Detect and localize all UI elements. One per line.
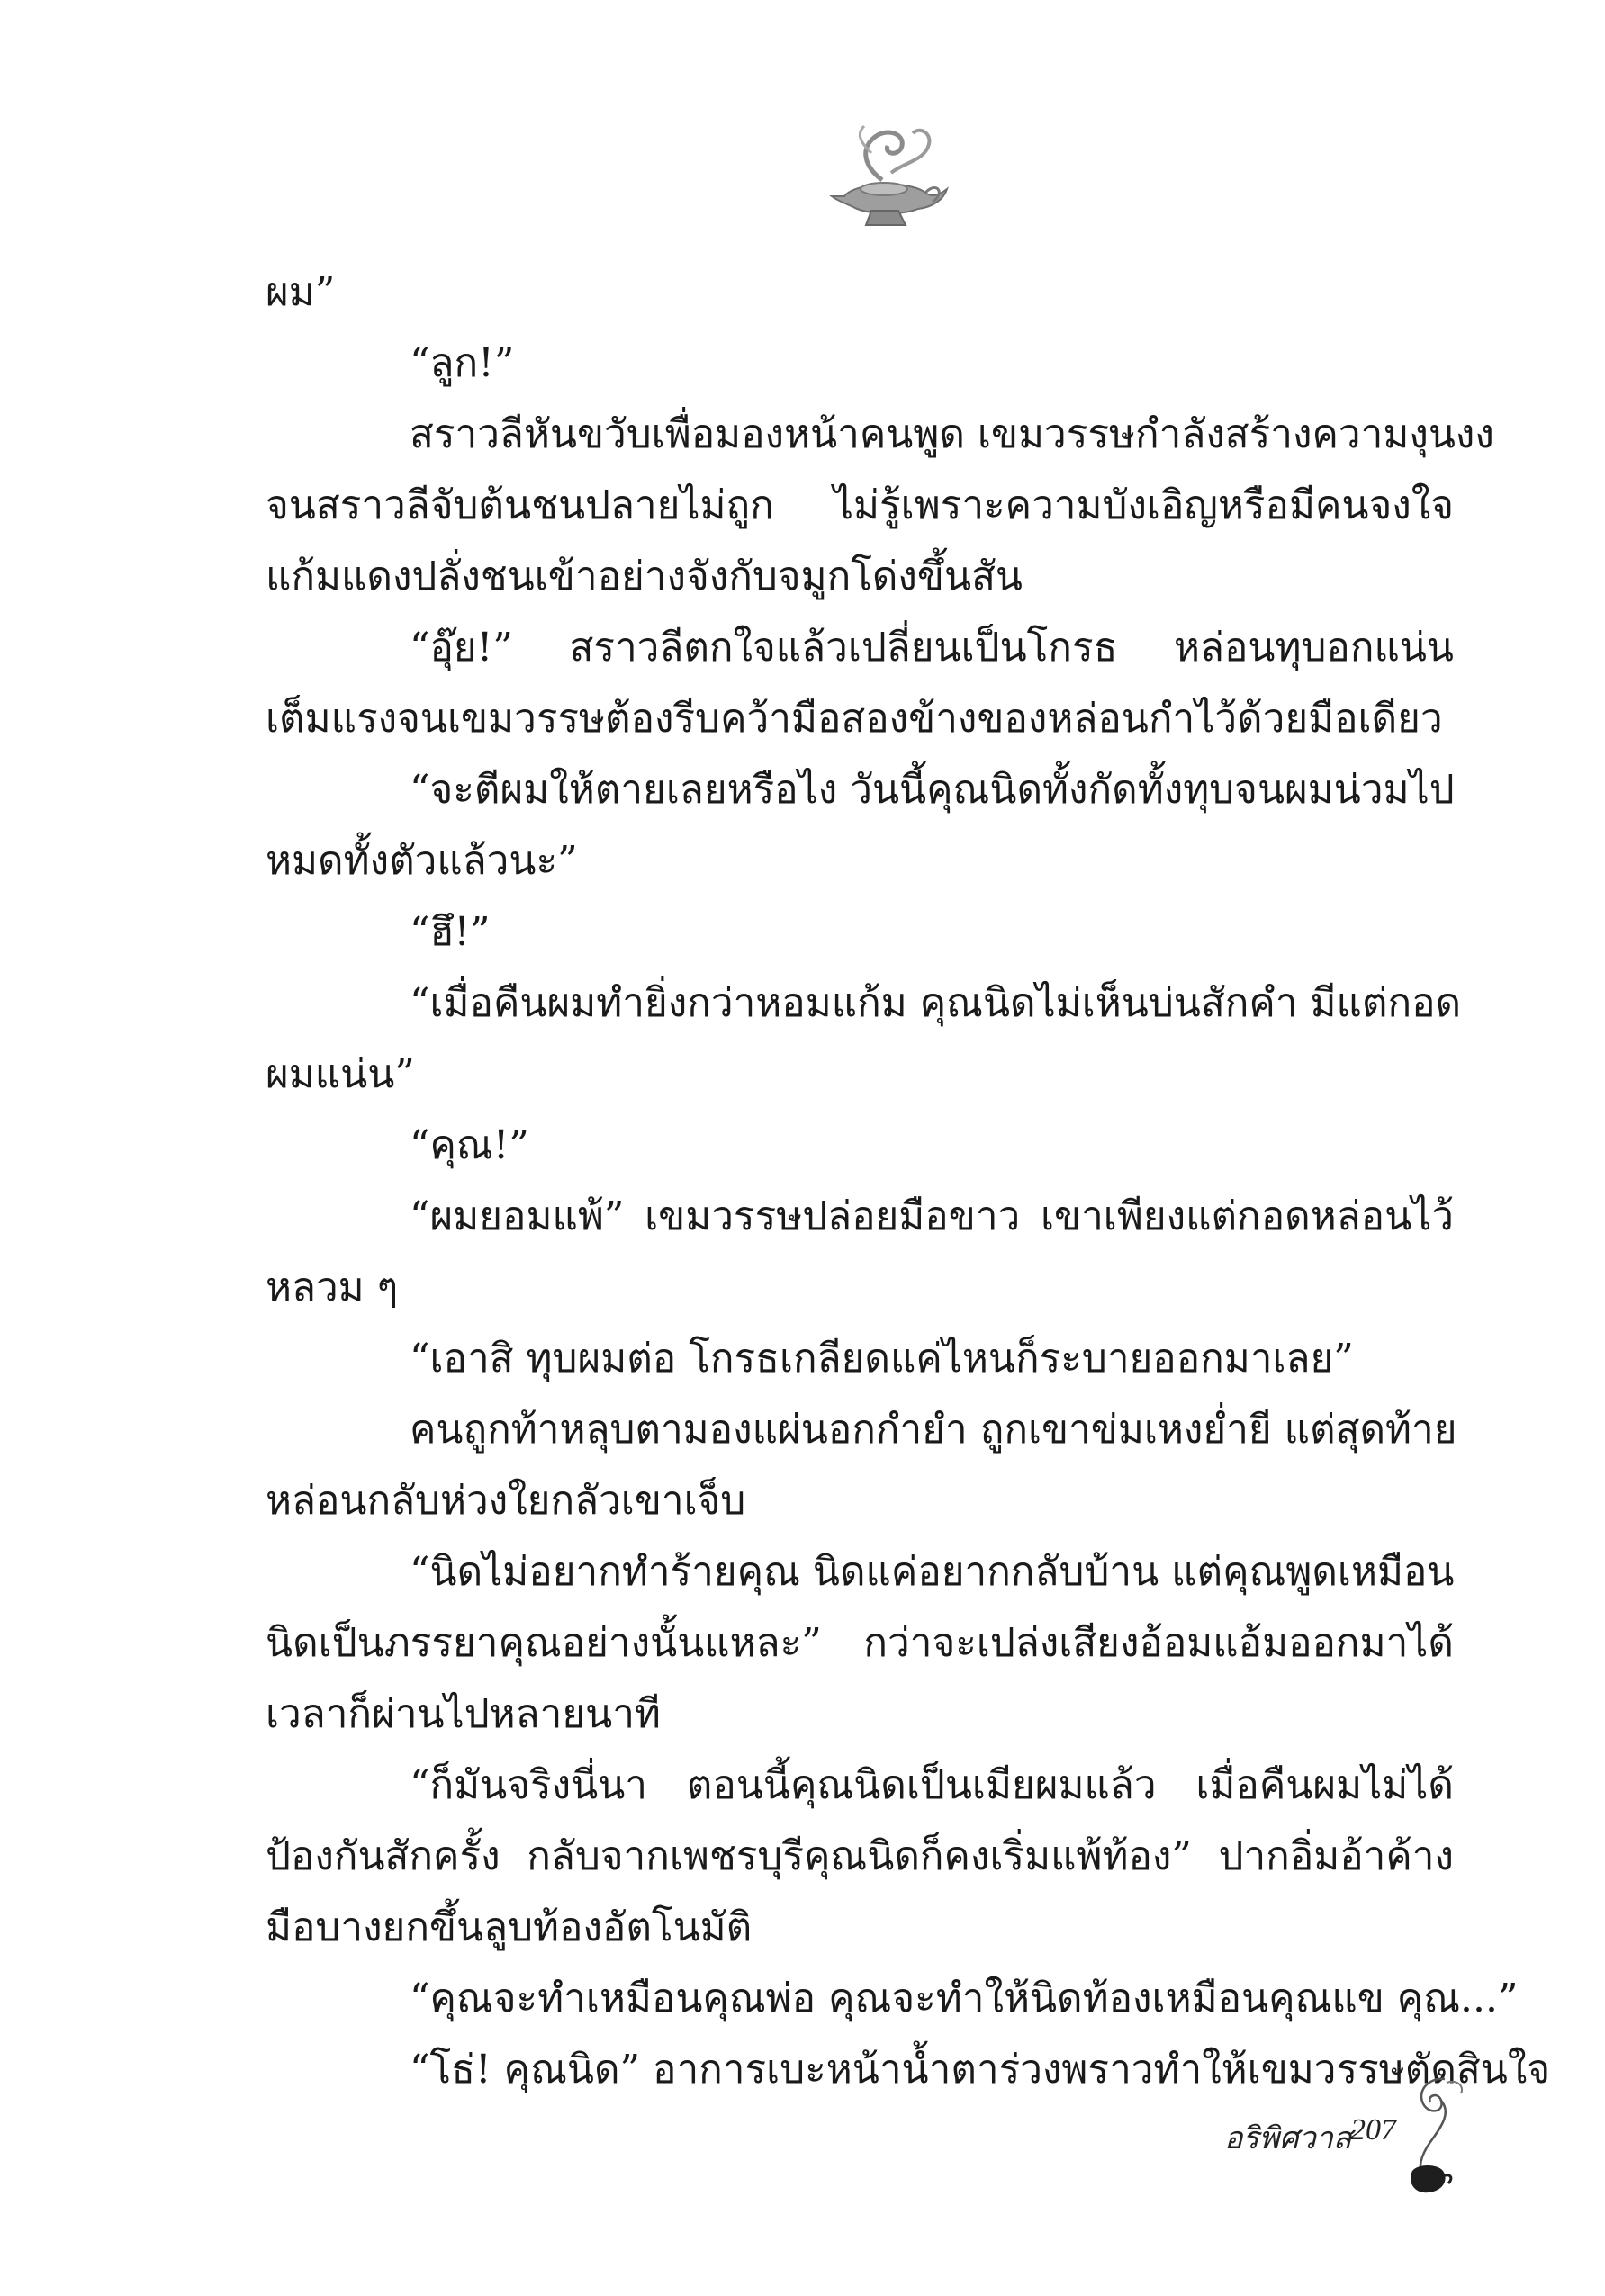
text-line: “เมื่อคืนผมทำยิ่งกว่าหอมแก้ม คุณนิดไม่เห็นบ่นสักคำ มีแต่กอด — [410, 980, 1462, 1026]
genie-swirl-icon — [1382, 2070, 1481, 2205]
text-line: หล่อนกลับห่วงใยกลัวเขาเจ็บ — [266, 1478, 746, 1524]
text-line: “โธ่! คุณนิด” อาการเบะหน้าน้ำตาร่วงพราวทำให้เขมวรรษตัดสินใจ — [410, 2047, 1551, 2093]
text-line: หลวม ๆ — [266, 1265, 399, 1310]
text-line: “คุณ!” — [410, 1122, 529, 1168]
book-title: อริพิศวาส — [1224, 2120, 1352, 2156]
text-line: “เอาสิ ทุบผมต่อ โกรธเกลียดแค่ไหนก็ระบายออกมาเลย” — [410, 1336, 1354, 1382]
text-line: “ก็มันจริงนี่นา ตอนนี้คุณนิดเป็นเมียผมแล้ว เมื่อคืนผมไม่ได้ — [410, 1762, 1454, 1808]
page-number: 207 — [1350, 2113, 1396, 2147]
text-line: “คุณจะทำเหมือนคุณพ่อ คุณจะทำให้นิดท้องเหมือนคุณแข คุณ...” — [410, 1976, 1519, 2021]
text-line: เต็มแรงจนเขมวรรษต้องรีบคว้ามือสองข้างของหล่อนกำไว้ด้วยมือเดียว — [266, 696, 1443, 742]
text-line: จนสราวลีจับต้นชนปลายไม่ถูก ไม่รู้เพราะความบังเอิญหรือมีคนจงใจ — [266, 482, 1454, 528]
chapter-text — [266, 257, 1551, 2105]
text-line: “จะตีผมให้ตายเลยหรือไง วันนี้คุณนิดทั้งกัดทั้งทุบจนผมน่วมไป — [410, 767, 1455, 813]
text-line: “นิดไม่อยากทำร้ายคุณ นิดแค่อยากกลับบ้าน แต่คุณพูดเหมือน — [410, 1549, 1455, 1595]
text-line: “ผมยอมแพ้” เขมวรรษปล่อยมือขาว เขาเพียงแต่กอดหล่อนไว้ — [410, 1193, 1454, 1239]
text-line: ผมแน่น” — [266, 1051, 415, 1097]
text-line: แก้มแดงปลั่งชนเข้าอย่างจังกับจมูกโด่งขึ้นสัน — [266, 554, 1023, 599]
text-line: เวลาก็ผ่านไปหลายนาที — [266, 1691, 661, 1737]
text-line: “ลูก!” — [410, 340, 515, 386]
text-line: “ฮึ!” — [410, 909, 491, 955]
text-line: ผม” — [266, 269, 336, 315]
text-line: นิดเป็นภรรยาคุณอย่างนั้นแหละ” กว่าจะเปล่งเสียงอ้อมแอ้มออกมาได้ — [266, 1620, 1454, 1666]
text-line: มือบางยกขึ้นลูบท้องอัตโนมัติ — [266, 1904, 753, 1950]
text-line: หมดทั้งตัวแล้วนะ” — [266, 838, 578, 884]
lamp-with-genie-icon — [819, 117, 954, 234]
text-line: คนถูกท้าหลุบตามองแผ่นอกกำยำ ถูกเขาข่มเหงย่ำยี แต่สุดท้าย — [410, 1407, 1457, 1453]
text-line: ป้องกันสักครั้ง กลับจากเพชรบุรีคุณนิดก็คงเริ่มแพ้ท้อง” ปากอิ่มอ้าค้าง — [266, 1833, 1454, 1879]
page-footer — [1224, 2070, 1494, 2205]
text-line: สราวลีหันขวับเพื่อมองหน้าคนพูด เขมวรรษกำลังสร้างความงุนงง — [410, 411, 1494, 457]
text-line: “อุ๊ย!” สราวลีตกใจแล้วเปลี่ยนเป็นโกรธ หล่อนทุบอกแน่น — [410, 625, 1454, 671]
